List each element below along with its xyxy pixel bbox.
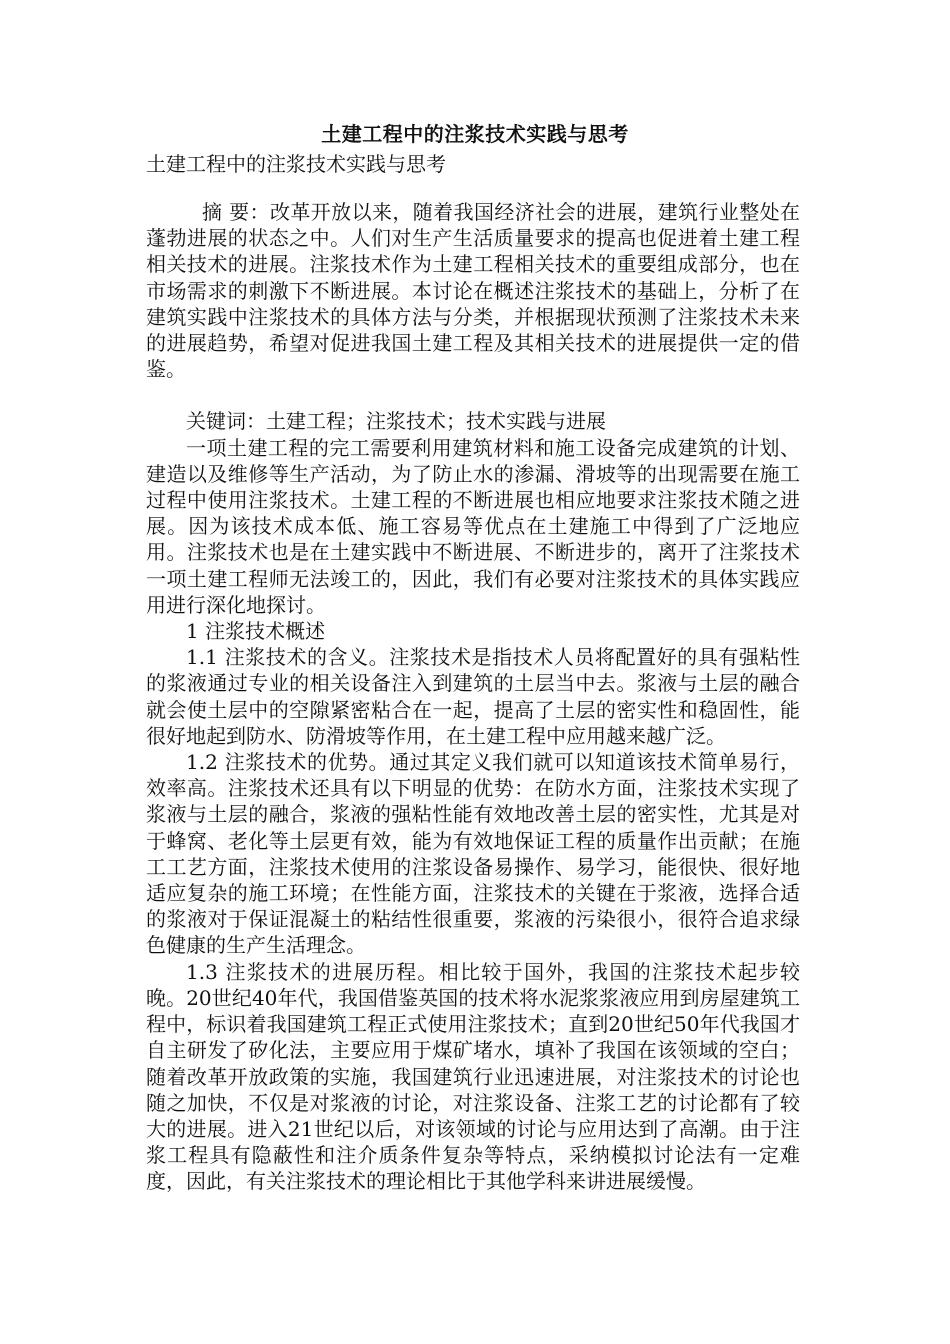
document-body [146,199,800,1195]
section-1-1-paragraph: 1.1 注浆技术的含义。注浆技术是指技术人员将配置好的具有强粘性的浆液通过专业的相关设备注入到建筑的土层当中去。浆液与土层的融合就会使土层中的空隙紧密粘合在一起，提高了土层的密实性和稳固性，能很好地起到防水、防滑坡等作用，在土建工程中应用越来越广泛。 [146,645,800,748]
document-subtitle: 土建工程中的注浆技术实践与思考 [146,152,446,176]
section-1-2-paragraph: 1.2 注浆技术的优势。通过其定义我们就可以知道该技术简单易行，效率高。注浆技术还具有以下明显的优势：在防水方面，注浆技术实现了浆液与土层的融合，浆液的强粘性能有效地改善土层的密实性，尤其是对于蜂窝、老化等土层更有效，能为有效地保证工程的质量作出贡献；在施工工艺方面，注浆技术使用的注浆设备易操作、易学习，能很快、很好地适应复杂的施工环境；在性能方面，注浆技术的关键在于浆液，选择合适的浆液对于保证混凝土的粘结性很重要，浆液的污染很小，很符合追求绿色健康的生产生活理念。 [146,750,800,958]
abstract-paragraph: 摘 要：改革开放以来，随着我国经济社会的进展，建筑行业整处在蓬勃进展的状态之中。人们对生产生活质量要求的提高也促进着土建工程相关技术的进展。注浆技术作为土建工程相关技术的重要组成部分，也在市场需求的刺激下不断进展。本讨论在概述注浆技术的基础上，分析了在建筑实践中注浆技术的具体方法与分类，并根据现状预测了注浆技术未来的进展趋势，希望对促进我国土建工程及其相关技术的进展提供一定的借鉴。 [146,200,800,382]
intro-paragraph: 一项土建工程的完工需要利用建筑材料和施工设备完成建筑的计划、建造以及维修等生产活动，为了防止水的渗漏、滑坡等的出现需要在施工过程中使用注浆技术。土建工程的不断进展也相应地要求注浆技术随之进展。因为该技术成本低、施工容易等优点在土建施工中得到了广泛地应用。注浆技术也是在土建实践中不断进展、不断进步的，离开了注浆技术一项土建工程师无法竣工的，因此，我们有必要对注浆技术的具体实践应用进行深化地探讨。 [146,435,800,617]
section-heading: 1 注浆技术概述 [186,619,326,644]
keywords-paragraph: 关键词：土建工程；注浆技术；技术实践与进展 [186,409,606,434]
document-title: 土建工程中的注浆技术实践与思考 [321,122,629,146]
section-1-3-paragraph: 1.3 注浆技术的进展历程。相比较于国外，我国的注浆技术起步较晚。20世纪40年代，我国借鉴英国的技术将水泥浆浆液应用到房屋建筑工程中，标识着我国建筑工程正式使用注浆技术；直到20世纪50年代我国才自主研发了矽化法，主要应用于煤矿堵水，填补了我国在该领域的空白；随着改革开放政策的实施，我国建筑行业迅速进展，对注浆技术的讨论也随之加快，不仅是对浆液的讨论，对注浆设备、注浆工艺的讨论都有了较大的进展。进入21世纪以后，对该领域的讨论与应用达到了高潮。由于注浆工程具有隐蔽性和注介质条件复杂等特点，采纳模拟讨论法有一定难度，因此，有关注浆技术的理论相比于其他学科来讲进展缓慢。 [146,959,800,1194]
